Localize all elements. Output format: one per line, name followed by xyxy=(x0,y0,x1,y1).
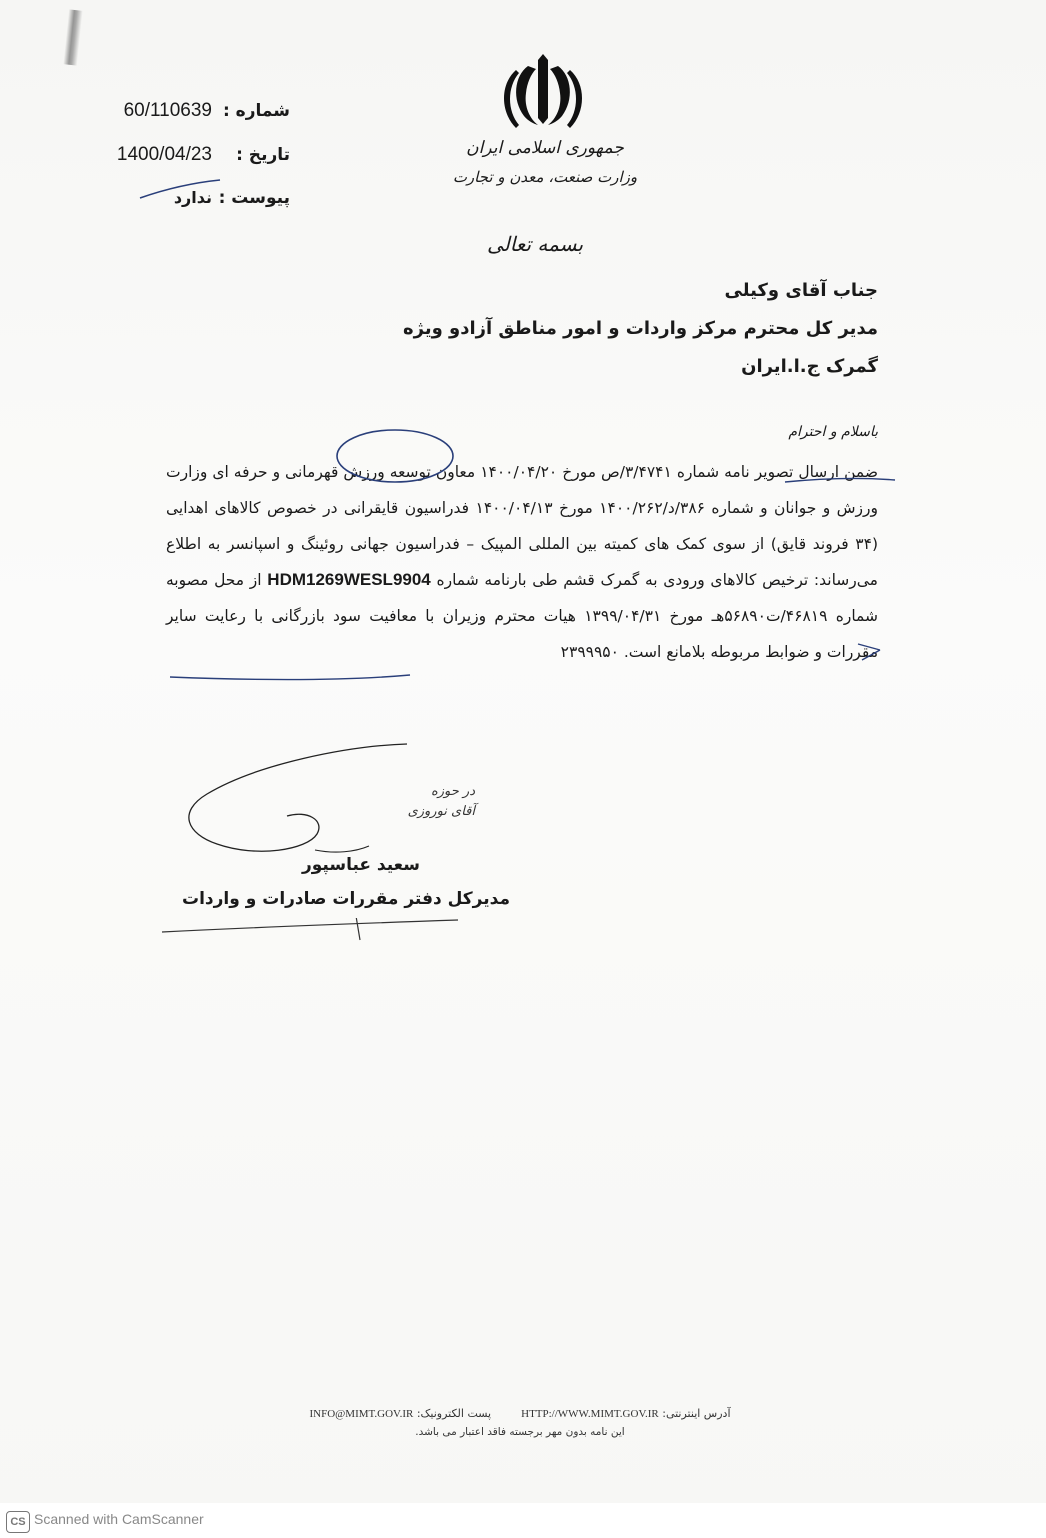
addressee-name: جناب آقای وکیلی xyxy=(724,280,878,301)
bismillah: بسمه تعالی xyxy=(486,232,584,256)
signer-block xyxy=(180,848,510,916)
margin-note-2: آقای نوروزی xyxy=(407,804,475,819)
margin-notes xyxy=(365,782,475,822)
email-label: پست الکترونیک: xyxy=(416,1407,492,1420)
addressee-org: گمرک ج.ا.ایران xyxy=(741,356,878,377)
footer-validity-note: این نامه بدون مهر برجسته فاقد اعتبار می باشد. xyxy=(415,1426,625,1438)
letter-body-part2: از محل مصوبه شماره ۴۶۸۱۹/ت۵۶۸۹۰هـ مورخ ۱۳۹۹/۰۴/۳۱ هیات محترم وزیران با معافیت سود بازرگانی با رعایت سایر مقررات و ضوابط مربوطه بلامانع است. ۲۳۹۹۹۵۰ xyxy=(166,571,878,661)
footer-website xyxy=(521,1402,730,1426)
bill-of-lading-number: HDM1269WESL9904 xyxy=(267,570,431,590)
letter-number-value: 60/110639 xyxy=(123,100,212,121)
camscanner-logo-icon: CS xyxy=(6,1511,30,1533)
addressee-title: مدیر کل محترم مرکز واردات و امور مناطق آزادو ویژه xyxy=(403,318,878,339)
letter-date-row xyxy=(100,144,290,188)
letter-body xyxy=(166,455,878,671)
letter-date-label: تاریخ : xyxy=(236,145,290,165)
website-label: آدرس اینترنتی: xyxy=(662,1407,731,1420)
footer-contacts xyxy=(270,1402,770,1426)
footer-email xyxy=(309,1402,491,1426)
letter-number-row xyxy=(100,100,290,144)
iran-emblem-icon xyxy=(498,48,588,138)
letter-footer xyxy=(270,1402,770,1438)
ministry-name: وزارت صنعت، معدن و تجارت xyxy=(452,168,638,186)
greeting: باسلام و احترام xyxy=(788,424,878,440)
ministry-heading xyxy=(430,138,660,186)
underline-mark-2 xyxy=(170,675,410,680)
signer-title: مدیرکل دفتر مقررات صادرات و واردات xyxy=(182,889,510,909)
scanner-bar xyxy=(0,1503,1046,1538)
letter-attachment-value: ندارد xyxy=(173,188,212,207)
website-url: HTTP://WWW.MIMT.GOV.IR xyxy=(521,1408,659,1420)
letter-attachment-label: پیوست : xyxy=(218,188,290,208)
letter-date-value: 1400/04/23 xyxy=(116,144,212,165)
paper-crease xyxy=(63,9,83,65)
email-address: INFO@MIMT.GOV.IR xyxy=(309,1408,414,1420)
margin-note-1: در حوزه xyxy=(430,784,475,799)
letter-number-label: شماره : xyxy=(222,101,290,121)
letter-attachment-row xyxy=(100,188,290,232)
addressee-block xyxy=(178,272,878,386)
letter-meta xyxy=(100,100,290,232)
letter-body-part1: ضمن ارسال تصویر نامه شماره ۳/۴۷۴۱/ص مورخ ۱۴۰۰/۰۴/۲۰ معاون توسعه ورزش قهرمانی و حرفه ای وزارت ورزش و جوانان و شماره ۳۸۶/د/۱۴۰۰/۲۶۲ مورخ ۱۴۰۰/۰۴/۱۳ فدراسیون قایقرانی در خصوص کالاهای اهدایی (۳۴ فروند قایق) از سوی کمک های کمیته بین المللی المپیک – فدراسیون جهانی روئینگ و اسپانسر به اطلاع می‌رساند: ترخیص کالاهای ورودی به گمرک قشم طی بارنامه شماره xyxy=(166,463,878,590)
country-name: جمهوری اسلامی ایران xyxy=(466,138,624,158)
scanner-watermark-text: Scanned with CamScanner xyxy=(34,1511,204,1527)
signer-name: سعید عباسپور xyxy=(301,855,420,875)
signature-underline xyxy=(160,918,460,942)
